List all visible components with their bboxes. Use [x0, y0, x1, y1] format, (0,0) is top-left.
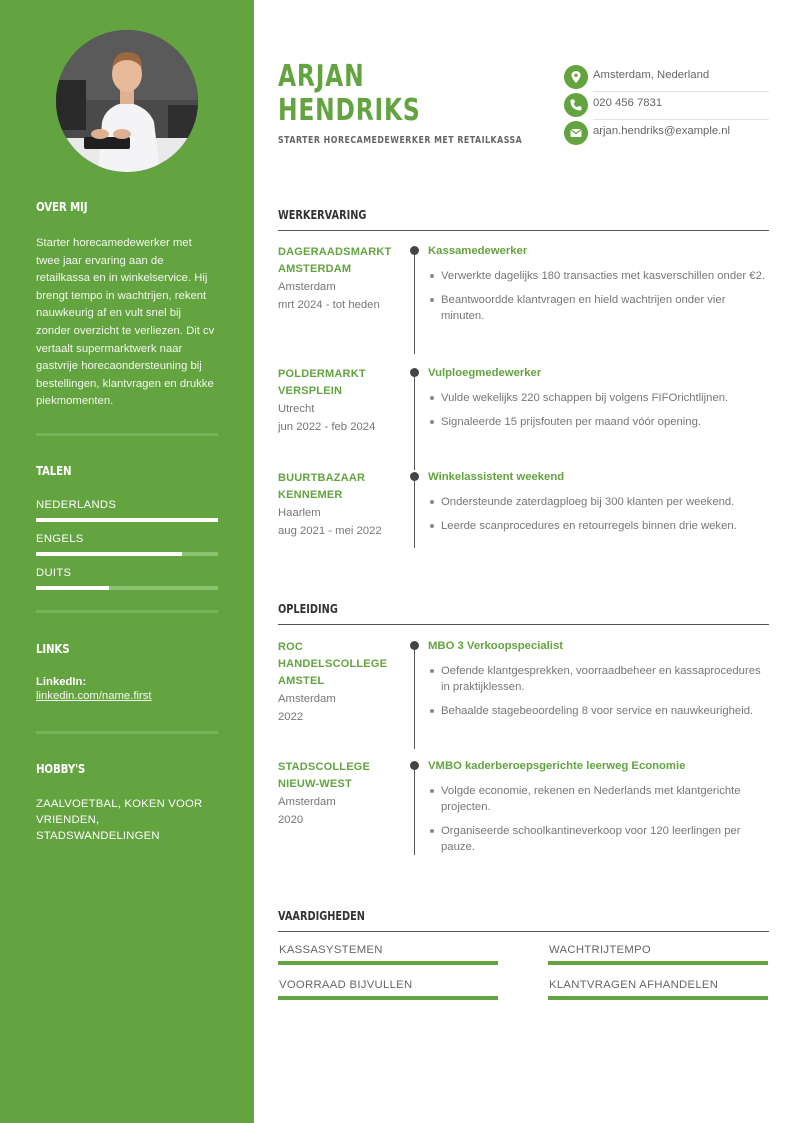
employment-dates: jun 2022 - feb 2024	[278, 421, 376, 433]
skill-item	[548, 944, 768, 968]
languages-section	[36, 463, 218, 478]
skills-heading	[278, 907, 769, 932]
school-city: Amsterdam	[278, 693, 336, 705]
employer-name: DAGERAADSMARKT AMSTERDAM	[278, 246, 392, 275]
achievement-item: Beantwoordde klantvragen en hield wachtrijen onder vier minuten.	[428, 292, 769, 324]
skill-bar	[278, 996, 498, 1000]
skill-item	[278, 979, 498, 1003]
language-level-fill	[36, 552, 182, 556]
graduation-year: 2022	[278, 711, 304, 723]
skill-name: VOORRAAD BIJVULLEN	[279, 979, 413, 991]
skill-bar	[548, 961, 768, 965]
sidebar-divider	[36, 610, 218, 613]
achievement-item: Vulde wekelijks 220 schappen bij volgens FIFOrichtlijnen.	[428, 390, 769, 406]
links-content	[36, 676, 218, 702]
achievement-list	[428, 494, 769, 534]
hobbies-heading: HOBBY'S	[36, 761, 86, 776]
linkedin-link[interactable]: linkedin.com/name.first	[36, 690, 152, 702]
employer-name: BUURTBAZAAR KENNEMER	[278, 472, 366, 501]
language-name: NEDERLANDS	[36, 499, 117, 511]
skill-item	[278, 944, 498, 968]
school-name: STADSCOLLEGE NIEUW-WEST	[278, 761, 371, 790]
contact-location-text: Amsterdam, Nederland	[593, 69, 710, 81]
timeline-dot	[410, 368, 419, 377]
candidate-name	[278, 60, 421, 128]
contact-location	[564, 64, 769, 92]
degree-title: MBO 3 Verkoopspecialist	[428, 640, 563, 652]
email-icon	[564, 121, 588, 145]
achievement-item: Signaleerde 15 prijsfouten per maand vóór opening.	[428, 414, 769, 430]
job-title: Winkelassistent weekend	[428, 471, 565, 483]
job-title: Vulploegmedewerker	[428, 367, 542, 379]
hobbies-section	[36, 761, 218, 776]
timeline-line	[414, 372, 415, 470]
degree-title: VMBO kaderberoepsgerichte leerweg Economie	[428, 760, 686, 772]
school-name: ROC HANDELSCOLLEGE AMSTEL	[278, 641, 388, 687]
achievement-item: Leerde scanprocedures en retourregels binnen drie weken.	[428, 518, 769, 534]
achievement-list	[428, 268, 769, 324]
timeline-dot	[410, 472, 419, 481]
profile-photo	[56, 30, 198, 172]
achievement-item: Volgde economie, rekenen en Nederlands met klantgerichte projecten.	[428, 783, 769, 815]
skill-bar	[278, 961, 498, 965]
language-level-bar	[36, 518, 218, 522]
last-name: HENDRIKS	[278, 93, 421, 128]
skill-name: KASSASYSTEMEN	[279, 944, 383, 956]
achievement-list	[428, 663, 769, 719]
achievement-item: Ondersteunde zaterdagploeg bij 300 klanten per weekend.	[428, 494, 769, 510]
sidebar-divider	[36, 433, 218, 436]
language-item	[36, 499, 218, 533]
achievement-item: Verwerkte dagelijks 180 transacties met kasverschillen onder €2.	[428, 268, 769, 284]
phone-icon	[564, 93, 588, 117]
language-name: DUITS	[36, 567, 72, 579]
about-text: Starter horecamedewerker met twee jaar ervaring aan de retailkassa en in winkelservice. Hij brengt tempo in wachtrijen, rekent nauwkeurig af en vult snel bij zonder overzicht te verliezen. Dit cv vertaalt supermarktwerk naar gastvrije horecaondersteuning bij bestellingen, klantvragen en drukke piekmomenten.	[36, 237, 215, 408]
skills-heading-text: VAARDIGHEDEN	[278, 908, 365, 923]
linkedin-label: LinkedIn:	[36, 676, 87, 688]
timeline-dot	[410, 641, 419, 650]
employer-city: Utrecht	[278, 403, 315, 415]
contact-email-text: arjan.hendriks@example.nl	[593, 125, 731, 137]
education-heading	[278, 600, 769, 625]
timeline-dot	[410, 761, 419, 770]
timeline-line	[414, 645, 415, 749]
skill-name: WACHTRIJTEMPO	[549, 944, 652, 956]
language-item	[36, 533, 218, 567]
language-item	[36, 567, 218, 601]
skill-name: KLANTVRAGEN AFHANDELEN	[549, 979, 719, 991]
language-name: ENGELS	[36, 533, 84, 545]
sidebar-divider	[36, 731, 218, 734]
about-section	[36, 199, 218, 214]
employer-city: Haarlem	[278, 507, 321, 519]
achievement-list	[428, 390, 769, 430]
sidebar	[0, 0, 254, 1123]
contact-phone	[564, 92, 769, 120]
timeline-line	[414, 765, 415, 855]
employment-dates: mrt 2024 - tot heden	[278, 299, 380, 311]
timeline-line	[414, 250, 415, 354]
language-level-bar	[36, 552, 218, 556]
language-level-bar	[36, 586, 218, 590]
languages-heading: TALEN	[36, 463, 72, 478]
contact-phone-text: 020 456 7831	[593, 97, 663, 109]
links-section	[36, 641, 218, 656]
graduation-year: 2020	[278, 814, 304, 826]
achievement-list	[428, 783, 769, 855]
language-list	[36, 499, 218, 601]
achievement-item: Oefende klantgesprekken, voorraadbeheer en kassaprocedures in praktijklessen.	[428, 663, 769, 695]
hobbies-text: ZAALVOETBAL, KOKEN VOOR VRIENDEN, STADSWANDELINGEN	[36, 798, 203, 842]
employer-city: Amsterdam	[278, 281, 336, 293]
skill-item	[548, 979, 768, 1003]
employer-name: POLDERMARKT VERSPLEIN	[278, 368, 366, 397]
links-heading: LINKS	[36, 641, 70, 656]
achievement-item: Organiseerde schoolkantineverkoop voor 120 leerlingen per pauze.	[428, 823, 769, 855]
contact-email[interactable]	[564, 120, 769, 148]
achievement-item: Behaalde stagebeoordeling 8 voor service en nauwkeurigheid.	[428, 703, 769, 719]
location-pin-icon	[564, 65, 588, 89]
about-heading: OVER MIJ	[36, 199, 88, 214]
language-level-fill	[36, 586, 109, 590]
experience-heading-text: WERKERVARING	[278, 207, 367, 222]
experience-heading	[278, 206, 769, 231]
job-title: Kassamedewerker	[428, 245, 528, 257]
employment-dates: aug 2021 - mei 2022	[278, 525, 382, 537]
language-level-fill	[36, 518, 218, 522]
timeline-dot	[410, 246, 419, 255]
school-city: Amsterdam	[278, 796, 336, 808]
education-heading-text: OPLEIDING	[278, 601, 338, 616]
first-name: ARJAN	[278, 59, 365, 94]
skill-bar	[548, 996, 768, 1000]
headline: STARTER HORECAMEDEWERKER MET RETAILKASSA	[278, 135, 523, 146]
timeline-line	[414, 476, 415, 548]
